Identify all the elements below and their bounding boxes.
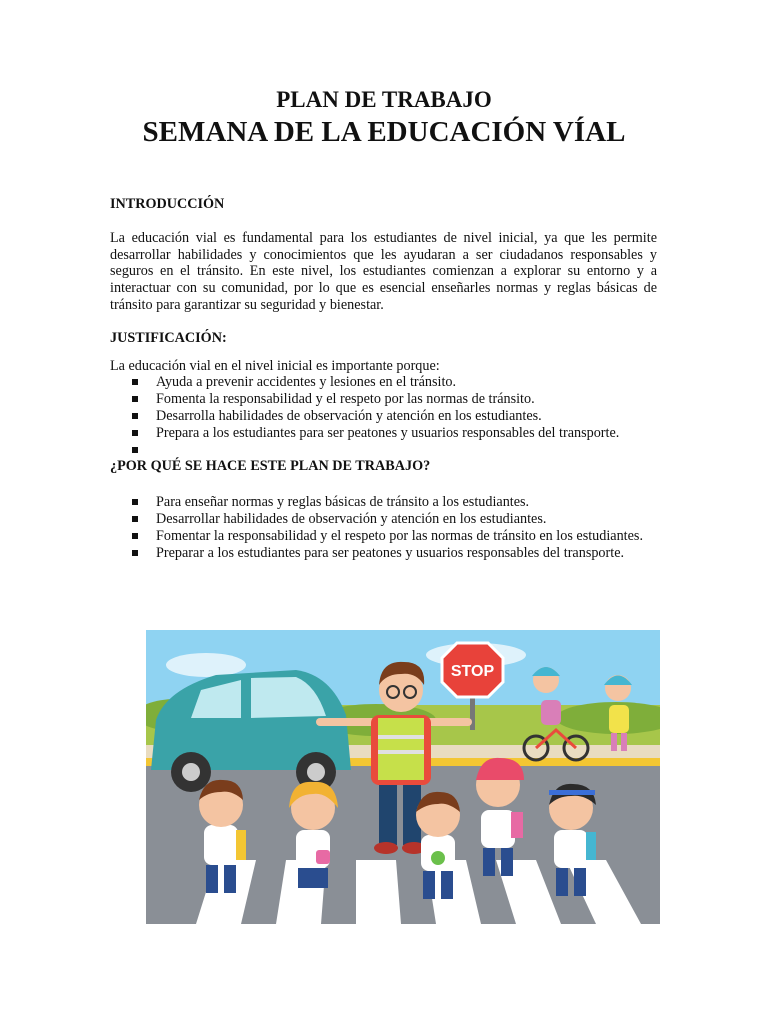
list-item-text: Fomentar la responsabilidad y el respeto por las normas de tránsito en los estudiantes. — [156, 527, 643, 544]
list-item — [110, 425, 657, 442]
document-title: PLAN DE TRABAJO — [276, 87, 492, 112]
justificacion-list — [110, 374, 657, 458]
crosswalk-stripe — [356, 860, 401, 924]
bullet-icon — [132, 396, 138, 402]
list-item-text: Desarrollar habilidades de observación y atención en los estudiantes. — [156, 510, 547, 527]
list-item-text: Preparar a los estudiantes para ser peatones y usuarios responsables del transporte. — [156, 544, 625, 561]
list-item — [110, 408, 657, 425]
list-item — [110, 545, 657, 562]
bullet-icon — [132, 379, 138, 385]
list-item-text: Fomenta la responsabilidad y el respeto por las normas de tránsito. — [156, 391, 535, 408]
bullet-icon — [132, 499, 138, 505]
porque-list — [110, 494, 657, 561]
list-item — [110, 442, 657, 459]
list-item — [110, 374, 657, 391]
list-item-text: Desarrolla habilidades de observación y atención en los estudiantes. — [156, 407, 542, 424]
bullet-icon — [132, 516, 138, 522]
justificacion-lead: La educación vial en el nivel inicial es importante porque: — [110, 357, 440, 374]
list-item — [110, 511, 657, 528]
bullet-icon — [132, 533, 138, 539]
list-item — [110, 391, 657, 408]
bullet-icon — [132, 447, 138, 453]
crosswalk-illustration — [146, 630, 660, 924]
justificacion-heading: JUSTIFICACIÓN: — [110, 329, 227, 346]
list-item-text: Prepara a los estudiantes para ser peatones y usuarios responsables del transporte. — [156, 424, 620, 441]
bullet-icon — [132, 430, 138, 436]
intro-paragraph: La educación vial es fundamental para los estudiantes de nivel inicial, ya que les permite desarrollar habilidades y conocimientos que les ayudaran a ser ciudadanos responsables y seguros en el tránsito. En este nivel, los estudiantes comienzan a explorar su entorno y a interactuar con su comunidad, por lo que es esencial enseñarles normas y reglas básicas de tránsito para garantizar su seguridad y bienestar. — [110, 229, 657, 313]
document-subtitle: SEMANA DE LA EDUCACIÓN VÍAL — [142, 116, 626, 148]
porque-heading: ¿POR QUÉ SE HACE ESTE PLAN DE TRABAJO? — [110, 458, 431, 475]
list-item-text: Para enseñar normas y reglas básicas de tránsito a los estudiantes. — [156, 494, 530, 511]
document-body — [110, 196, 657, 561]
list-item — [110, 528, 657, 545]
cloud — [166, 653, 246, 677]
list-item — [110, 494, 657, 511]
stop-sign-text: STOP — [450, 663, 495, 680]
intro-heading: INTRODUCCIÓN — [110, 196, 225, 212]
list-item-text: Ayuda a prevenir accidentes y lesiones en el tránsito. — [156, 374, 457, 391]
crosswalk-illustration-svg — [146, 630, 660, 924]
bullet-icon — [132, 413, 138, 419]
bullet-icon — [132, 550, 138, 556]
